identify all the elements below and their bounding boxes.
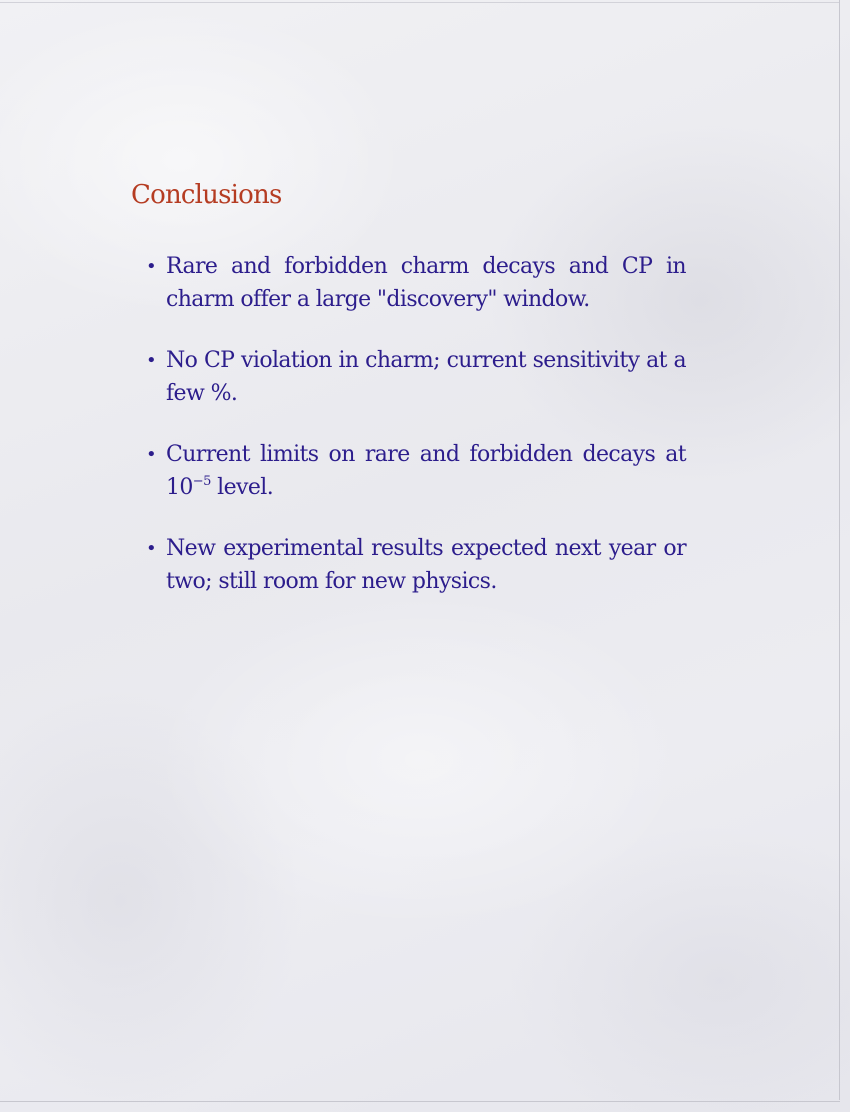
list-item [146,532,686,598]
bullet-text-part: Current limits on rare and forbidden decays at 10 [166,442,686,500]
exponent: −5 [192,474,211,489]
list-item [146,344,686,410]
bullet-icon: • [146,350,157,371]
bullet-text-part: level. [210,475,274,500]
bullet-icon: • [146,538,157,559]
conclusion-list [146,250,686,626]
bullet-icon: • [146,444,157,465]
bullet-text: New experimental results expected next year or two; still room for new physics. [166,536,686,594]
page-edge-bottom [0,1101,840,1102]
page-edge-top [0,2,840,3]
page-edge-right [839,0,840,1100]
bullet-text [166,442,686,500]
bullet-icon: • [146,256,157,277]
bullet-text: Rare and forbidden charm decays and CP in charm offer a large "discovery" window. [166,254,686,312]
list-item [146,438,686,504]
bullet-text: No CP violation in charm; current sensitivity at a few %. [166,348,686,406]
list-item [146,250,686,316]
slide-title: Conclusions [131,180,282,210]
